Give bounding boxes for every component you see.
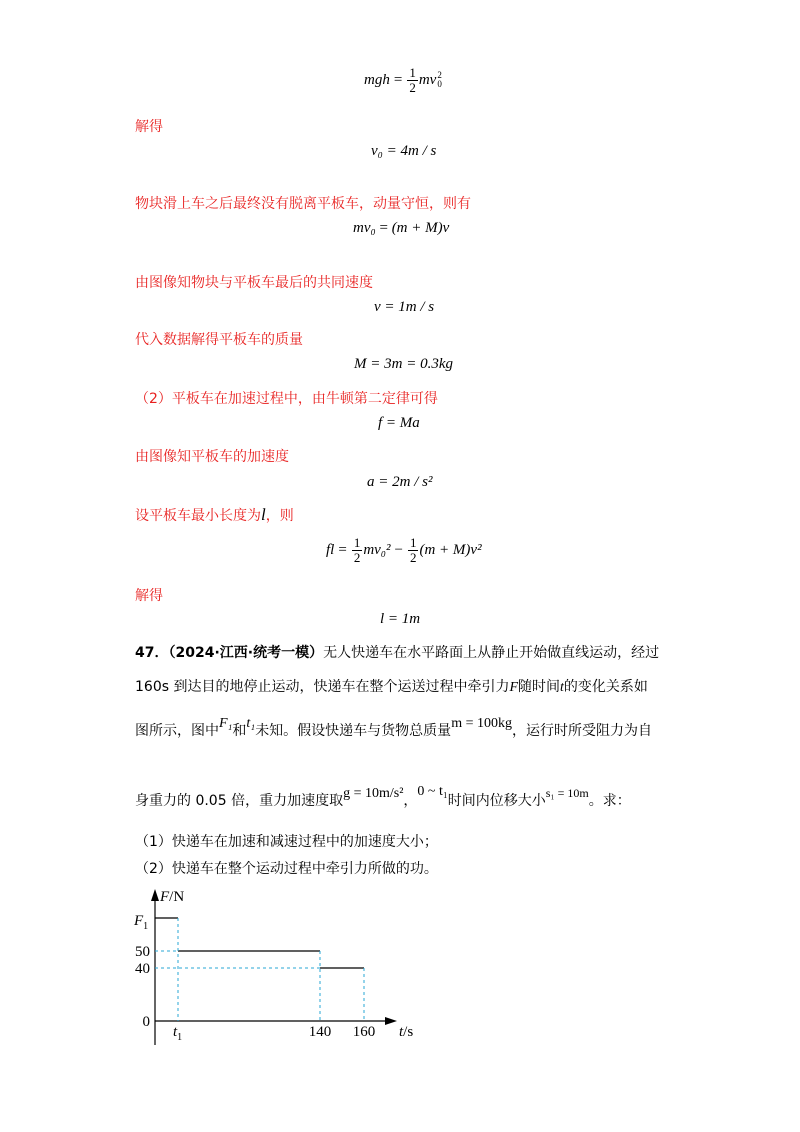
question-1: （1）快递车在加速和减速过程中的加速度大小； — [135, 834, 438, 850]
work-energy-equation: fl = $\frac{1}{2}$ mv₀² − $\frac{1}{2}$ (m + M)v² — [326, 534, 482, 565]
energy-lhs: mgh — [364, 71, 390, 88]
y-tick-40: 40 — [135, 961, 150, 977]
momentum-equation: mv₀ = (m + M)v — [353, 220, 450, 236]
energy-rhs: mv — [418, 71, 437, 88]
problem-line-2: 160s 到达目的地停止运动，快递车在整个运送过程中牵引力F随时间t的变化关系如 — [135, 679, 648, 695]
solve-label-2: 解得 — [135, 588, 163, 604]
acceleration-equation: a = 2m / s² — [367, 474, 433, 490]
mass-intro: 代入数据解得平板车的质量 — [135, 332, 303, 348]
problem-line-4: 身重力的 0.05 倍，重力加速度取g = 10m/s²，0 ~ t₁时间内位移大小s₁ = 10m。求： — [135, 784, 631, 809]
length-intro: 设平板车最小长度为l，则 — [135, 505, 294, 524]
energy-equation: mgh = $\frac{1}{2}$ mv 2 0 — [364, 64, 442, 95]
x-tick-160: 160 — [352, 1024, 376, 1040]
mass-equation: M = 3m = 0.3kg — [354, 356, 453, 372]
x-tick-140: 140 — [308, 1024, 332, 1040]
x-tick-t1: $t_1$ — [173, 1024, 183, 1043]
x-axis-arrow — [385, 1017, 397, 1025]
v0-equation: v₀ = 4m / s — [371, 143, 437, 159]
y-tick-F1: $F_1$ — [134, 913, 149, 932]
half-fraction: $\frac{1}{2}$ — [409, 64, 416, 95]
l-equation: l = 1m — [380, 611, 421, 627]
x-axis-label: t/s — [399, 1024, 414, 1040]
momentum-intro: 物块滑上车之后最终没有脱离平板车，动量守恒，则有 — [135, 196, 471, 212]
common-velocity-intro: 由图像知物块与平板车最后的共同速度 — [135, 275, 373, 291]
length-variable: l — [261, 505, 266, 524]
question-2: （2）快递车在整个运动过程中牵引力所做的功。 — [135, 861, 438, 877]
y-axis-arrow — [151, 889, 159, 901]
problem-line-1: 47．（2024·江西·统考一模）无人快递车在水平路面上从静止开始做直线运动，经过 — [135, 645, 660, 661]
newton-equation: f = Ma — [378, 415, 420, 431]
problem-line-3: 图所示，图中F₁和t₁未知。假设快递车与货物总质量m = 100kg，运行时所受阻力为自 — [135, 716, 652, 739]
y-axis-label: F/N — [160, 889, 185, 905]
acceleration-intro: 由图像知平板车的加速度 — [135, 449, 289, 465]
solve-label-1: 解得 — [135, 119, 163, 135]
y-tick-50: 50 — [135, 944, 150, 960]
problem-number: 47． — [135, 645, 169, 661]
part2-intro: （2）平板车在加速过程中，由牛顿第二定律可得 — [135, 391, 438, 407]
y-tick-0: 0 — [142, 1014, 150, 1030]
common-velocity-equation: v = 1m / s — [374, 299, 435, 315]
problem-source: （2024·江西·统考一模） — [168, 645, 324, 661]
